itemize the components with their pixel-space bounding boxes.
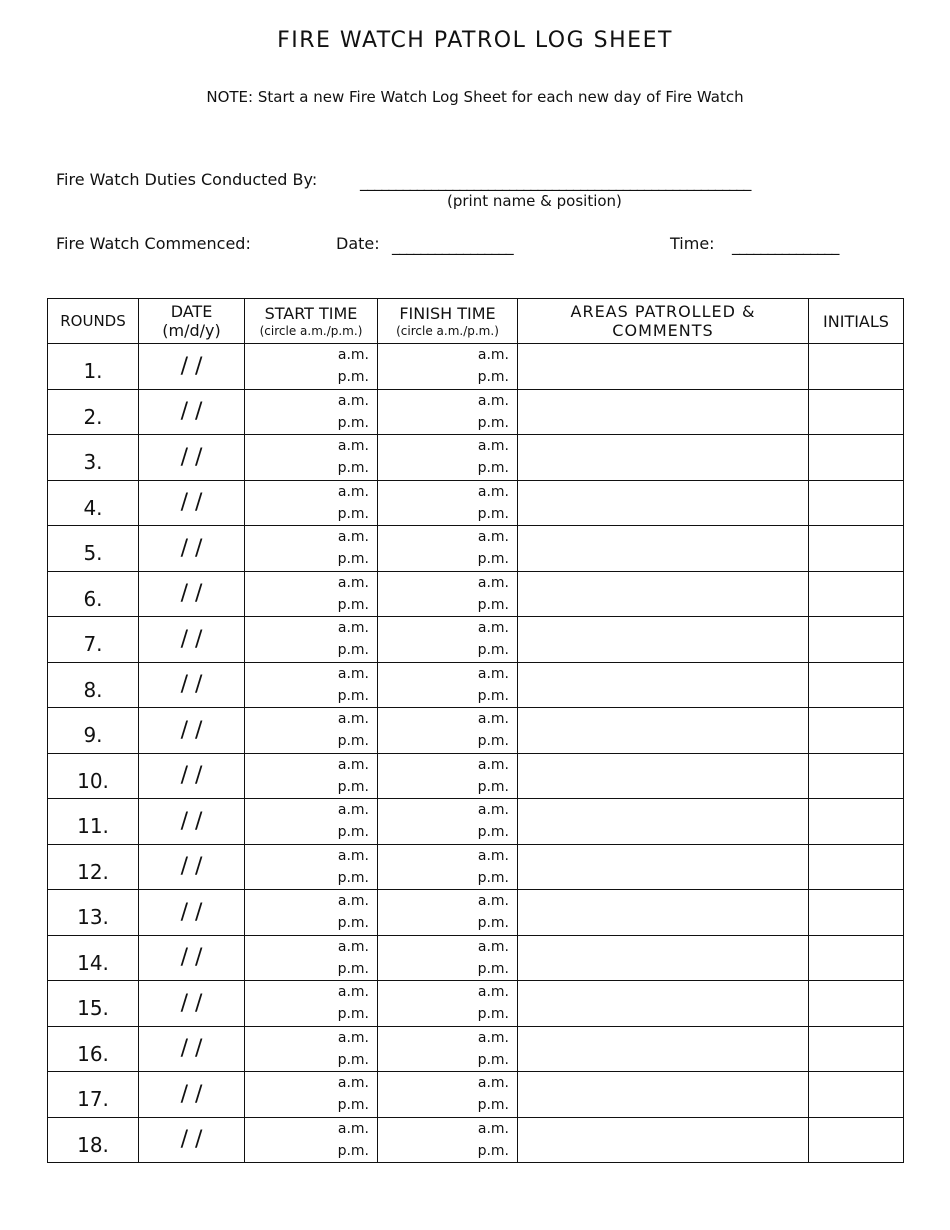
time-label: Time:	[670, 234, 715, 253]
date-cell[interactable]: / /	[139, 708, 245, 754]
am-option[interactable]: a.m.	[337, 665, 369, 682]
pm-option[interactable]: p.m.	[337, 733, 369, 750]
finish-time-cell[interactable]	[378, 435, 518, 481]
initials-cell[interactable]	[809, 389, 904, 435]
pm-option[interactable]: p.m.	[337, 642, 369, 659]
finish-time-cell[interactable]	[378, 981, 518, 1027]
round-number: 18.	[48, 1117, 139, 1163]
start-time-cell[interactable]	[245, 708, 378, 754]
date-label: Date:	[336, 234, 380, 253]
initials-cell[interactable]	[809, 617, 904, 663]
areas-cell[interactable]	[518, 799, 809, 845]
am-option[interactable]: a.m.	[477, 438, 509, 455]
patrol-log-table	[47, 298, 904, 1163]
finish-time-cell[interactable]	[378, 662, 518, 708]
am-option[interactable]: a.m.	[337, 847, 369, 864]
areas-cell[interactable]	[518, 844, 809, 890]
round-number: 9.	[48, 708, 139, 754]
pm-option[interactable]: p.m.	[477, 551, 509, 568]
am-option[interactable]: a.m.	[477, 347, 509, 364]
round-number: 15.	[48, 981, 139, 1027]
am-option[interactable]: a.m.	[477, 847, 509, 864]
areas-cell[interactable]	[518, 753, 809, 799]
date-cell[interactable]: / /	[139, 344, 245, 390]
date-field[interactable]: _________________	[392, 236, 513, 255]
am-option[interactable]: a.m.	[337, 392, 369, 409]
conducted-by-label: Fire Watch Duties Conducted By:	[56, 170, 318, 189]
pm-option[interactable]: p.m.	[337, 1097, 369, 1114]
areas-cell[interactable]	[518, 708, 809, 754]
areas-cell[interactable]	[518, 1072, 809, 1118]
finish-time-cell[interactable]	[378, 571, 518, 617]
round-number: 10.	[48, 753, 139, 799]
table-row	[48, 1026, 904, 1072]
pm-option[interactable]: p.m.	[477, 824, 509, 841]
am-option[interactable]: a.m.	[477, 802, 509, 819]
am-option[interactable]: a.m.	[337, 938, 369, 955]
table-row	[48, 890, 904, 936]
round-number: 5.	[48, 526, 139, 572]
am-option[interactable]: a.m.	[477, 756, 509, 773]
am-option[interactable]: a.m.	[337, 620, 369, 637]
header-areas: AREAS PATROLLED & COMMENTS	[518, 299, 809, 344]
areas-cell[interactable]	[518, 890, 809, 936]
pm-option[interactable]: p.m.	[477, 733, 509, 750]
am-option[interactable]: a.m.	[337, 984, 369, 1001]
table-row	[48, 708, 904, 754]
pm-option[interactable]: p.m.	[477, 960, 509, 977]
date-cell[interactable]: / /	[139, 799, 245, 845]
start-time-cell[interactable]	[245, 1026, 378, 1072]
initials-cell[interactable]	[809, 571, 904, 617]
pm-option[interactable]: p.m.	[337, 778, 369, 795]
note-text: NOTE: Start a new Fire Watch Log Sheet for each new day of Fire Watch	[206, 88, 744, 106]
start-time-cell[interactable]	[245, 435, 378, 481]
areas-cell[interactable]	[518, 571, 809, 617]
finish-time-cell[interactable]	[378, 890, 518, 936]
am-option[interactable]: a.m.	[477, 893, 509, 910]
finish-time-cell[interactable]	[378, 1072, 518, 1118]
table-row	[48, 981, 904, 1027]
initials-cell[interactable]	[809, 799, 904, 845]
pm-option[interactable]: p.m.	[337, 687, 369, 704]
round-number: 2.	[48, 389, 139, 435]
date-cell[interactable]: / /	[139, 480, 245, 526]
pm-option[interactable]: p.m.	[477, 369, 509, 386]
date-cell[interactable]: / /	[139, 389, 245, 435]
round-number: 7.	[48, 617, 139, 663]
finish-time-cell[interactable]	[378, 1026, 518, 1072]
date-cell[interactable]: / /	[139, 1072, 245, 1118]
start-time-cell[interactable]	[245, 890, 378, 936]
initials-cell[interactable]	[809, 981, 904, 1027]
table-row	[48, 935, 904, 981]
initials-cell[interactable]	[809, 708, 904, 754]
finish-time-cell[interactable]	[378, 526, 518, 572]
pm-option[interactable]: p.m.	[337, 369, 369, 386]
am-option[interactable]: a.m.	[477, 1029, 509, 1046]
start-time-cell[interactable]	[245, 1117, 378, 1163]
start-time-cell[interactable]	[245, 799, 378, 845]
am-option[interactable]: a.m.	[337, 1029, 369, 1046]
finish-time-cell[interactable]	[378, 1117, 518, 1163]
date-cell[interactable]: / /	[139, 1026, 245, 1072]
finish-time-cell[interactable]	[378, 799, 518, 845]
areas-cell[interactable]	[518, 344, 809, 390]
am-option[interactable]: a.m.	[477, 665, 509, 682]
page-title: FIRE WATCH PATROL LOG SHEET	[277, 28, 673, 53]
date-cell[interactable]: / /	[139, 844, 245, 890]
initials-cell[interactable]	[809, 526, 904, 572]
start-time-cell[interactable]	[245, 571, 378, 617]
pm-option[interactable]: p.m.	[337, 824, 369, 841]
initials-cell[interactable]	[809, 1117, 904, 1163]
pm-option[interactable]: p.m.	[337, 1142, 369, 1159]
areas-cell[interactable]	[518, 981, 809, 1027]
header-date: DATE (m/d/y)	[139, 299, 245, 344]
finish-time-cell[interactable]	[378, 935, 518, 981]
pm-option[interactable]: p.m.	[337, 596, 369, 613]
start-time-cell[interactable]	[245, 753, 378, 799]
am-option[interactable]: a.m.	[477, 711, 509, 728]
table-row	[48, 344, 904, 390]
initials-cell[interactable]	[809, 1026, 904, 1072]
areas-cell[interactable]	[518, 526, 809, 572]
pm-option[interactable]: p.m.	[477, 1142, 509, 1159]
pm-option[interactable]: p.m.	[337, 414, 369, 431]
conducted-by-hint: (print name & position)	[447, 192, 622, 210]
date-cell[interactable]: / /	[139, 571, 245, 617]
am-option[interactable]: a.m.	[477, 574, 509, 591]
table-row	[48, 526, 904, 572]
pm-option[interactable]: p.m.	[337, 505, 369, 522]
pm-option[interactable]: p.m.	[477, 915, 509, 932]
round-number: 12.	[48, 844, 139, 890]
start-time-cell[interactable]	[245, 480, 378, 526]
start-time-cell[interactable]	[245, 617, 378, 663]
table-row	[48, 1117, 904, 1163]
header-finish-time: FINISH TIME (circle a.m./p.m.)	[378, 299, 518, 344]
am-option[interactable]: a.m.	[337, 483, 369, 500]
pm-option[interactable]: p.m.	[337, 960, 369, 977]
pm-option[interactable]: p.m.	[477, 460, 509, 477]
am-option[interactable]: a.m.	[337, 1075, 369, 1092]
am-option[interactable]: a.m.	[337, 802, 369, 819]
header-start-time: START TIME (circle a.m./p.m.)	[245, 299, 378, 344]
date-cell[interactable]: / /	[139, 526, 245, 572]
am-option[interactable]: a.m.	[477, 984, 509, 1001]
pm-option[interactable]: p.m.	[477, 1051, 509, 1068]
pm-option[interactable]: p.m.	[477, 596, 509, 613]
round-number: 13.	[48, 890, 139, 936]
am-option[interactable]: a.m.	[477, 483, 509, 500]
am-option[interactable]: a.m.	[337, 347, 369, 364]
initials-cell[interactable]	[809, 662, 904, 708]
date-cell[interactable]: / /	[139, 753, 245, 799]
conducted-by-field[interactable]: _______________________________________________________	[360, 172, 751, 191]
date-cell[interactable]: / /	[139, 981, 245, 1027]
time-field[interactable]: _______________	[732, 236, 839, 255]
pm-option[interactable]: p.m.	[337, 1006, 369, 1023]
am-option[interactable]: a.m.	[477, 1120, 509, 1137]
start-time-cell[interactable]	[245, 981, 378, 1027]
pm-option[interactable]: p.m.	[477, 642, 509, 659]
pm-option[interactable]: p.m.	[337, 915, 369, 932]
start-time-cell[interactable]	[245, 344, 378, 390]
start-time-cell[interactable]	[245, 526, 378, 572]
table-row	[48, 1072, 904, 1118]
round-number: 16.	[48, 1026, 139, 1072]
finish-time-cell[interactable]	[378, 617, 518, 663]
am-option[interactable]: a.m.	[337, 711, 369, 728]
date-cell[interactable]: / /	[139, 617, 245, 663]
header-row	[48, 299, 904, 344]
finish-time-cell[interactable]	[378, 389, 518, 435]
pm-option[interactable]: p.m.	[477, 1006, 509, 1023]
table-row	[48, 844, 904, 890]
am-option[interactable]: a.m.	[477, 938, 509, 955]
date-cell[interactable]: / /	[139, 935, 245, 981]
pm-option[interactable]: p.m.	[477, 1097, 509, 1114]
finish-time-cell[interactable]	[378, 844, 518, 890]
areas-cell[interactable]	[518, 617, 809, 663]
finish-time-cell[interactable]	[378, 753, 518, 799]
initials-cell[interactable]	[809, 480, 904, 526]
finish-time-cell[interactable]	[378, 708, 518, 754]
areas-cell[interactable]	[518, 1026, 809, 1072]
finish-time-cell[interactable]	[378, 480, 518, 526]
round-number: 6.	[48, 571, 139, 617]
table-row	[48, 435, 904, 481]
table-row	[48, 389, 904, 435]
am-option[interactable]: a.m.	[477, 392, 509, 409]
round-number: 4.	[48, 480, 139, 526]
round-number: 17.	[48, 1072, 139, 1118]
areas-cell[interactable]	[518, 435, 809, 481]
am-option[interactable]: a.m.	[477, 529, 509, 546]
initials-cell[interactable]	[809, 1072, 904, 1118]
finish-time-cell[interactable]	[378, 344, 518, 390]
start-time-cell[interactable]	[245, 662, 378, 708]
start-time-cell[interactable]	[245, 935, 378, 981]
areas-cell[interactable]	[518, 480, 809, 526]
date-cell[interactable]: / /	[139, 662, 245, 708]
date-cell[interactable]: / /	[139, 435, 245, 481]
pm-option[interactable]: p.m.	[477, 414, 509, 431]
table-row	[48, 571, 904, 617]
am-option[interactable]: a.m.	[337, 438, 369, 455]
header-initials: INITIALS	[809, 299, 904, 344]
initials-cell[interactable]	[809, 753, 904, 799]
areas-cell[interactable]	[518, 389, 809, 435]
initials-cell[interactable]	[809, 890, 904, 936]
am-option[interactable]: a.m.	[337, 529, 369, 546]
start-time-cell[interactable]	[245, 844, 378, 890]
pm-option[interactable]: p.m.	[477, 505, 509, 522]
am-option[interactable]: a.m.	[477, 620, 509, 637]
round-number: 1.	[48, 344, 139, 390]
pm-option[interactable]: p.m.	[477, 778, 509, 795]
round-number: 8.	[48, 662, 139, 708]
round-number: 14.	[48, 935, 139, 981]
pm-option[interactable]: p.m.	[477, 687, 509, 704]
table-row	[48, 753, 904, 799]
table-row	[48, 480, 904, 526]
round-number: 11.	[48, 799, 139, 845]
date-cell[interactable]: / /	[139, 1117, 245, 1163]
header-rounds: ROUNDS	[48, 299, 139, 344]
start-time-cell[interactable]	[245, 389, 378, 435]
am-option[interactable]: a.m.	[337, 756, 369, 773]
areas-cell[interactable]	[518, 935, 809, 981]
am-option[interactable]: a.m.	[337, 1120, 369, 1137]
areas-cell[interactable]	[518, 1117, 809, 1163]
initials-cell[interactable]	[809, 435, 904, 481]
table-row	[48, 662, 904, 708]
pm-option[interactable]: p.m.	[477, 869, 509, 886]
table-row	[48, 799, 904, 845]
pm-option[interactable]: p.m.	[337, 869, 369, 886]
pm-option[interactable]: p.m.	[337, 551, 369, 568]
pm-option[interactable]: p.m.	[337, 1051, 369, 1068]
initials-cell[interactable]	[809, 935, 904, 981]
date-cell[interactable]: / /	[139, 890, 245, 936]
commenced-label: Fire Watch Commenced:	[56, 234, 251, 253]
am-option[interactable]: a.m.	[477, 1075, 509, 1092]
am-option[interactable]: a.m.	[337, 574, 369, 591]
start-time-cell[interactable]	[245, 1072, 378, 1118]
pm-option[interactable]: p.m.	[337, 460, 369, 477]
initials-cell[interactable]	[809, 844, 904, 890]
initials-cell[interactable]	[809, 344, 904, 390]
am-option[interactable]: a.m.	[337, 893, 369, 910]
table-row	[48, 617, 904, 663]
round-number: 3.	[48, 435, 139, 481]
areas-cell[interactable]	[518, 662, 809, 708]
